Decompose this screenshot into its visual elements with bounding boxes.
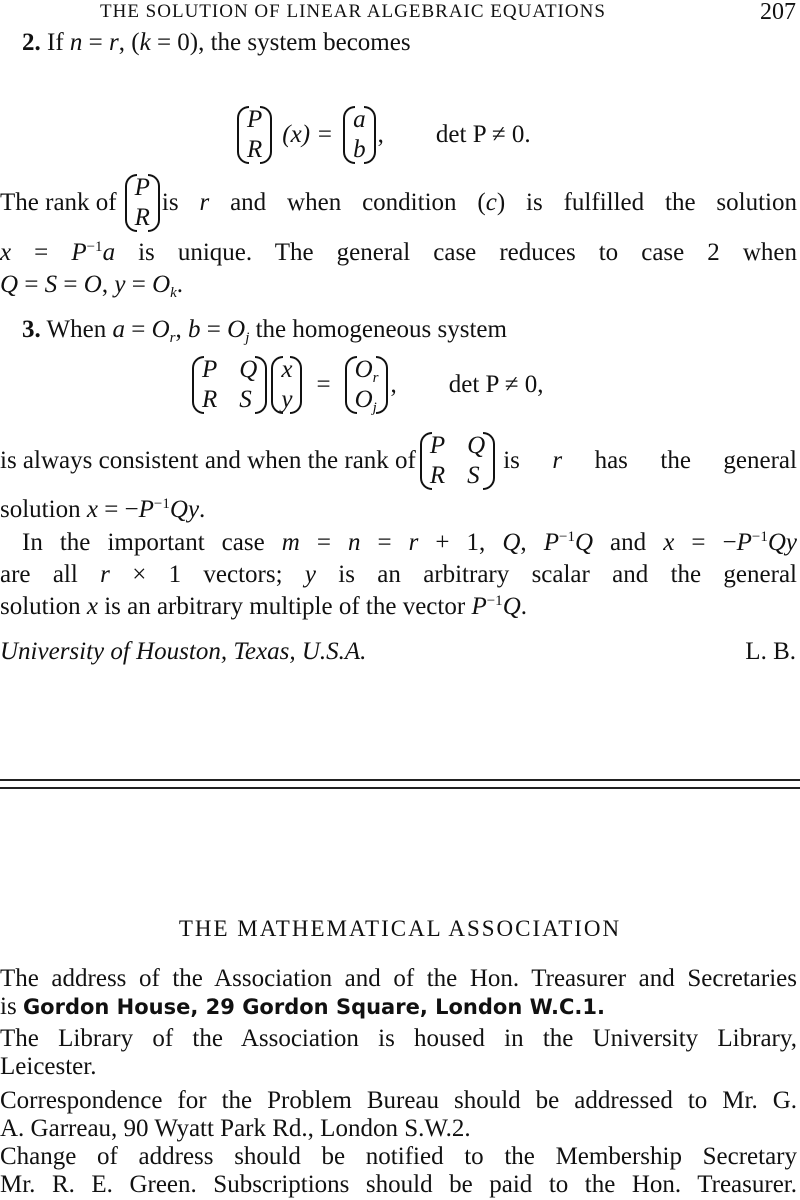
text-segment: = <box>57 271 84 298</box>
text-segment: −1 <box>558 529 575 545</box>
text-segment: b <box>188 316 201 343</box>
text-line <box>0 270 797 300</box>
text-segment: = <box>360 529 409 556</box>
text-segment: Q <box>0 271 19 298</box>
text-segment: x <box>0 239 12 266</box>
association-line: Correspondence for the Problem Bureau should be addressed to Mr. G. <box>0 1087 797 1114</box>
vector <box>271 356 302 414</box>
text-segment: P <box>71 239 87 266</box>
case2-intro <box>22 28 800 58</box>
text-segment: = <box>11 239 72 266</box>
matrix-cell: R <box>247 136 263 163</box>
text-line <box>0 238 797 268</box>
matrix-cell: R <box>202 386 218 413</box>
case3-intro <box>22 315 800 345</box>
divider <box>0 787 800 789</box>
text-segment: x <box>663 529 675 556</box>
text-segment: c <box>485 189 497 216</box>
eq-condition: det P ≠ 0, <box>448 371 544 398</box>
text-segment: is <box>161 189 200 216</box>
text-segment: and when condition ( <box>209 189 486 216</box>
text-line <box>0 592 797 622</box>
text-segment: , ( <box>118 29 140 56</box>
case2-equation: P R (x) = a b , det P ≠ 0. <box>235 106 531 164</box>
vector <box>345 356 389 414</box>
text-segment: O <box>227 316 246 343</box>
text-segment: r <box>100 561 110 588</box>
text-segment: −1 <box>153 496 170 512</box>
text-segment: × 1 vectors; <box>109 561 305 588</box>
text-segment: O <box>151 316 170 343</box>
text-segment: a <box>102 239 116 266</box>
text-segment: In the important case <box>22 529 282 556</box>
text-segment: = <box>200 316 228 343</box>
matrix-cell: P <box>202 356 218 383</box>
equals: = <box>316 371 331 398</box>
text-segment: . <box>176 271 184 298</box>
text: The rank of <box>0 189 117 216</box>
eq-condition: det P ≠ 0. <box>435 121 531 148</box>
text-segment: 2. <box>22 29 41 56</box>
text-segment: = <box>125 271 153 298</box>
text-segment: = − <box>674 529 737 556</box>
association-line: Change of address should be notified to the Membership Secretary <box>0 1143 797 1170</box>
text-segment: is <box>503 447 553 474</box>
consistency-line <box>0 432 797 490</box>
text-segment: −1 <box>486 593 503 609</box>
matrix-cell: $O_r$ <box>354 356 379 386</box>
matrix-cell: R <box>134 204 150 231</box>
text-segment: y <box>114 271 126 298</box>
matrix-cell: P <box>134 174 150 201</box>
case3-equation: P Q R S x y = $O_r$ $O_j$ , det P ≠ 0, <box>190 356 543 414</box>
text-segment: = 0), the system becomes <box>150 29 411 56</box>
text-segment: r <box>109 29 119 56</box>
text-segment: , <box>520 529 544 556</box>
text-segment: If <box>40 29 70 56</box>
association-line: A. Garreau, 90 Wyatt Park Rd., London S.W.2. <box>0 1115 471 1142</box>
text-segment: r <box>552 447 563 474</box>
text <box>162 189 797 217</box>
text-segment: + 1, <box>418 529 503 556</box>
text-segment: r <box>408 529 419 556</box>
text <box>503 447 797 475</box>
text-segment: When <box>40 316 113 343</box>
divider <box>0 779 800 781</box>
author-initials: L. B. <box>745 638 796 665</box>
text-segment: x <box>86 593 98 620</box>
text-segment: j <box>245 330 250 346</box>
text-segment: is an arbitrary scalar and the general <box>315 561 797 588</box>
text-segment: P <box>471 593 487 620</box>
text-segment: −1 <box>751 529 768 545</box>
text-segment: = <box>82 29 110 56</box>
matrix <box>125 174 160 232</box>
text-segment: P <box>543 529 559 556</box>
association-line: The address of the Association and of the Hon. Treasurer and Secretaries <box>0 965 797 992</box>
text-line <box>0 495 797 525</box>
text-segment: = <box>125 316 152 343</box>
text-segment: a <box>112 316 125 343</box>
text-segment: Q <box>502 529 521 556</box>
matrix-cell: a <box>353 106 366 133</box>
matrix-cell: S <box>239 386 252 413</box>
text-segment: and <box>593 529 664 556</box>
text-segment: n <box>347 529 361 556</box>
eq-middle: (x) = <box>282 121 334 148</box>
address: Gordon House, 29 Gordon Square, London W.C.1. <box>22 995 605 1019</box>
text-line <box>22 528 797 558</box>
association-line: The Library of the Association is housed in the University Library, <box>0 1025 797 1052</box>
association-line: is Gordon House, 29 Gordon Square, London W.C.1. <box>0 993 605 1020</box>
text-segment: Qy <box>767 529 797 556</box>
running-title: THE SOLUTION OF LINEAR ALGEBRAIC EQUATIONS <box>100 1 606 22</box>
text-segment: solution <box>0 593 87 620</box>
text-segment: = − <box>97 496 139 523</box>
matrix-cell: Q <box>467 432 486 459</box>
matrix-cell: $O_j$ <box>354 386 377 416</box>
text-segment: Q <box>574 529 594 556</box>
text-segment: has the general <box>562 447 797 474</box>
association-line: Mr. R. E. Green. Subscriptions should be paid to the Hon. Treasurer. <box>0 1171 797 1198</box>
matrix <box>343 106 376 164</box>
text-segment: = <box>299 529 348 556</box>
text-segment: . <box>199 496 206 523</box>
matrix-cell: P <box>247 106 263 133</box>
text-segment: is unique. The general case reduces to case 2 when <box>115 239 797 266</box>
text-segment: Qy <box>169 496 200 523</box>
section-title: THE MATHEMATICAL ASSOCIATION <box>178 916 622 941</box>
text-segment: x <box>86 496 98 523</box>
text-segment: ) is fulfilled the solution <box>496 189 797 216</box>
matrix-cell: x <box>281 356 293 383</box>
text-segment: = <box>18 271 45 298</box>
text-segment: solution <box>0 496 87 523</box>
rank-line <box>0 174 797 232</box>
text-segment: the homogeneous system <box>249 316 507 343</box>
text-segment: , <box>101 271 115 298</box>
matrix <box>192 356 267 414</box>
text-segment: m <box>281 529 300 556</box>
text-segment: P <box>138 496 154 523</box>
matrix-cell: R <box>429 462 446 489</box>
text-segment: 3. <box>22 316 41 343</box>
text-segment: is an arbitrary multiple of the vector <box>97 593 472 620</box>
text-line <box>0 560 797 590</box>
matrix-cell: Q <box>239 356 258 383</box>
text-segment: O <box>83 271 102 298</box>
text-segment: r <box>199 189 210 216</box>
association-line: Leicester. <box>0 1053 97 1080</box>
text-segment: , <box>175 316 189 343</box>
matrix-cell: y <box>281 386 293 413</box>
text: is always consistent and when the rank of <box>0 447 416 474</box>
text-segment: are all <box>0 561 101 588</box>
text-segment: −1 <box>86 239 103 255</box>
text-segment: P <box>736 529 752 556</box>
text-segment: r <box>169 330 176 346</box>
text-segment: k <box>170 285 177 301</box>
matrix <box>237 106 272 164</box>
matrix-cell: P <box>429 432 446 459</box>
matrix <box>420 432 495 490</box>
text-segment: . <box>520 593 527 620</box>
matrix-cell: b <box>353 136 366 163</box>
page-number: 207 <box>760 0 796 25</box>
matrix-cell: S <box>467 462 480 489</box>
text-segment: y <box>304 561 316 588</box>
affiliation: University of Houston, Texas, U.S.A. <box>0 638 367 665</box>
text-segment: Q <box>502 593 521 620</box>
text-segment: n <box>69 29 83 56</box>
text-segment: k <box>139 29 151 56</box>
text-segment: S <box>44 271 58 298</box>
text-segment: O <box>152 271 171 298</box>
